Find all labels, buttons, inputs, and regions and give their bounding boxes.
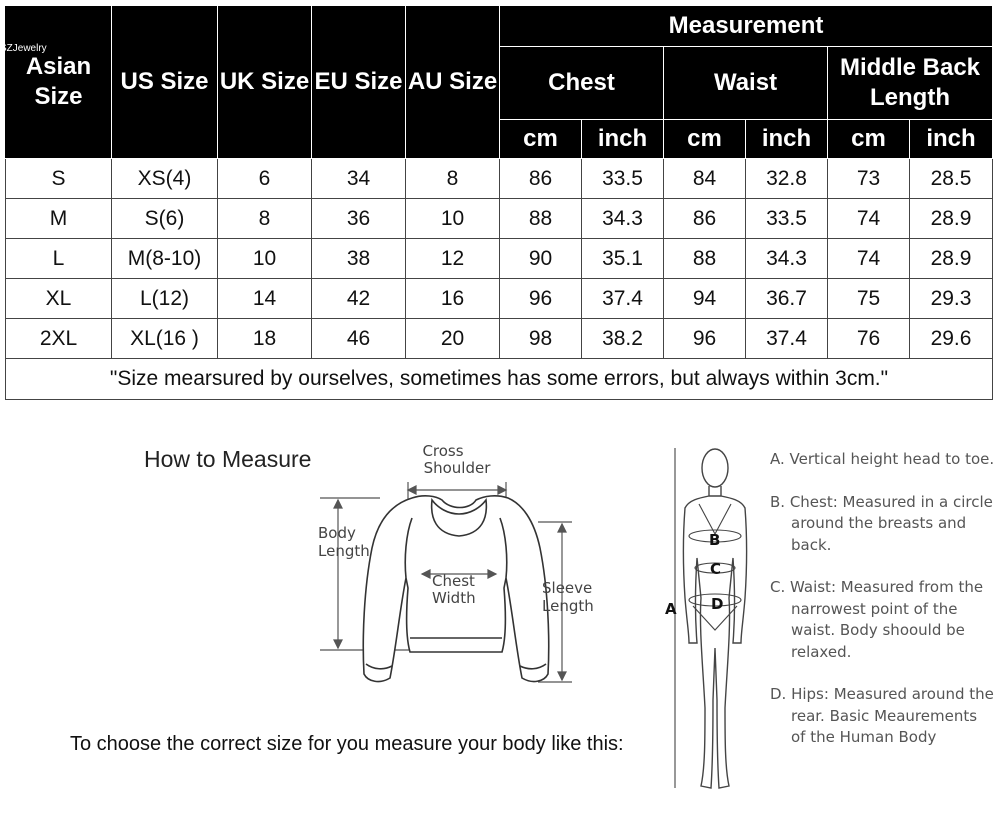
- header-us-size: US Size: [112, 6, 218, 159]
- header-unit-cm: cm: [500, 120, 582, 159]
- table-cell: 2XL: [6, 319, 112, 359]
- table-row: [6, 239, 993, 279]
- header-unit-inch: inch: [746, 120, 828, 159]
- table-cell: 36: [312, 199, 406, 239]
- table-cell: 90: [500, 239, 582, 279]
- table-cell: 38: [312, 239, 406, 279]
- table-cell: XS(4): [112, 159, 218, 199]
- table-row: [6, 159, 993, 199]
- table-row: [6, 279, 993, 319]
- table-cell: 33.5: [582, 159, 664, 199]
- table-cell: 34.3: [582, 199, 664, 239]
- table-cell: 96: [664, 319, 746, 359]
- table-cell: 16: [406, 279, 500, 319]
- table-cell: 8: [218, 199, 312, 239]
- table-cell: 10: [406, 199, 500, 239]
- table-cell: 86: [500, 159, 582, 199]
- table-cell: 42: [312, 279, 406, 319]
- table-cell: 84: [664, 159, 746, 199]
- table-cell: 73: [828, 159, 910, 199]
- table-cell: 98: [500, 319, 582, 359]
- table-cell: 28.5: [910, 159, 993, 199]
- table-cell: XL(16 ): [112, 319, 218, 359]
- table-cell: 8: [406, 159, 500, 199]
- header-unit-cm: cm: [664, 120, 746, 159]
- header-au-size: AU Size: [406, 6, 500, 159]
- label-width: Width: [432, 589, 476, 607]
- marker-c: C: [710, 560, 722, 578]
- measurement-notes: [770, 449, 995, 749]
- label-chest: Chest: [432, 572, 475, 590]
- sweater-diagram: [300, 438, 620, 698]
- table-cell: 76: [828, 319, 910, 359]
- header-unit-cm: cm: [828, 120, 910, 159]
- table-cell: S(6): [112, 199, 218, 239]
- table-cell: S: [6, 159, 112, 199]
- header-unit-inch: inch: [910, 120, 993, 159]
- human-body-diagram: [655, 438, 765, 808]
- marker-b: B: [709, 531, 721, 549]
- note-d-hips: D. Hips: Measured around the rear. Basic Meaurements of the Human Body: [770, 685, 994, 746]
- label-length: Length: [318, 542, 370, 560]
- table-cell: 74: [828, 199, 910, 239]
- table-cell: 6: [218, 159, 312, 199]
- header-chest: Chest: [500, 47, 664, 120]
- label-cross: Cross: [422, 442, 464, 460]
- table-note-row: [6, 359, 993, 400]
- how-to-measure-title: How to Measure: [144, 446, 312, 472]
- table-cell: 18: [218, 319, 312, 359]
- table-cell: 35.1: [582, 239, 664, 279]
- table-cell: 74: [828, 239, 910, 279]
- table-cell: L(12): [112, 279, 218, 319]
- table-cell: 38.2: [582, 319, 664, 359]
- size-chart-table: [5, 5, 993, 400]
- table-row: [6, 199, 993, 239]
- header-row-1: [6, 6, 993, 47]
- table-cell: 88: [664, 239, 746, 279]
- table-cell: 94: [664, 279, 746, 319]
- choose-size-instruction: To choose the correct size for you measure your body like this:: [70, 733, 624, 755]
- table-cell: L: [6, 239, 112, 279]
- header-uk-size: UK Size: [218, 6, 312, 159]
- note-b-chest: B. Chest: Measured in a circle around the breasts and back.: [770, 492, 993, 554]
- table-cell: 20: [406, 319, 500, 359]
- header-measurement: Measurement: [500, 6, 993, 47]
- table-cell: 28.9: [910, 199, 993, 239]
- table-cell: M(8-10): [112, 239, 218, 279]
- table-cell: 37.4: [746, 319, 828, 359]
- size-note: "Size mearsured by ourselves, sometimes has some errors, but always within 3cm.": [6, 359, 993, 400]
- table-cell: 33.5: [746, 199, 828, 239]
- label-sleeve: Sleeve: [542, 579, 593, 597]
- marker-a: A: [665, 600, 677, 618]
- table-cell: 14: [218, 279, 312, 319]
- header-unit-inch: inch: [582, 120, 664, 159]
- table-cell: 96: [500, 279, 582, 319]
- table-cell: M: [6, 199, 112, 239]
- table-cell: 10: [218, 239, 312, 279]
- table-cell: 12: [406, 239, 500, 279]
- note-c-waist: C. Waist: Measured from the narrowest point of the waist. Body shoould be relaxed.: [770, 578, 984, 661]
- header-asian-size: Asian Size: [6, 6, 112, 159]
- label-shoulder: Shoulder: [423, 459, 491, 477]
- table-cell: 46: [312, 319, 406, 359]
- table-cell: 75: [828, 279, 910, 319]
- table-cell: 36.7: [746, 279, 828, 319]
- note-a-height: A. Vertical height head to toe.: [770, 450, 995, 468]
- table-cell: 32.8: [746, 159, 828, 199]
- label-body: Body: [318, 524, 356, 542]
- table-cell: 86: [664, 199, 746, 239]
- table-cell: 37.4: [582, 279, 664, 319]
- marker-d: D: [711, 595, 724, 613]
- table-cell: 88: [500, 199, 582, 239]
- table-cell: 28.9: [910, 239, 993, 279]
- table-cell: 29.6: [910, 319, 993, 359]
- table-cell: XL: [6, 279, 112, 319]
- watermark-text: SZJewelry: [0, 43, 47, 54]
- table-row: [6, 319, 993, 359]
- header-waist: Waist: [664, 47, 828, 120]
- table-cell: 29.3: [910, 279, 993, 319]
- header-eu-size: EU Size: [312, 6, 406, 159]
- header-middle-back-length: Middle Back Length: [828, 47, 993, 120]
- label-sleeve-length: Length: [542, 597, 594, 615]
- table-cell: 34.3: [746, 239, 828, 279]
- table-cell: 34: [312, 159, 406, 199]
